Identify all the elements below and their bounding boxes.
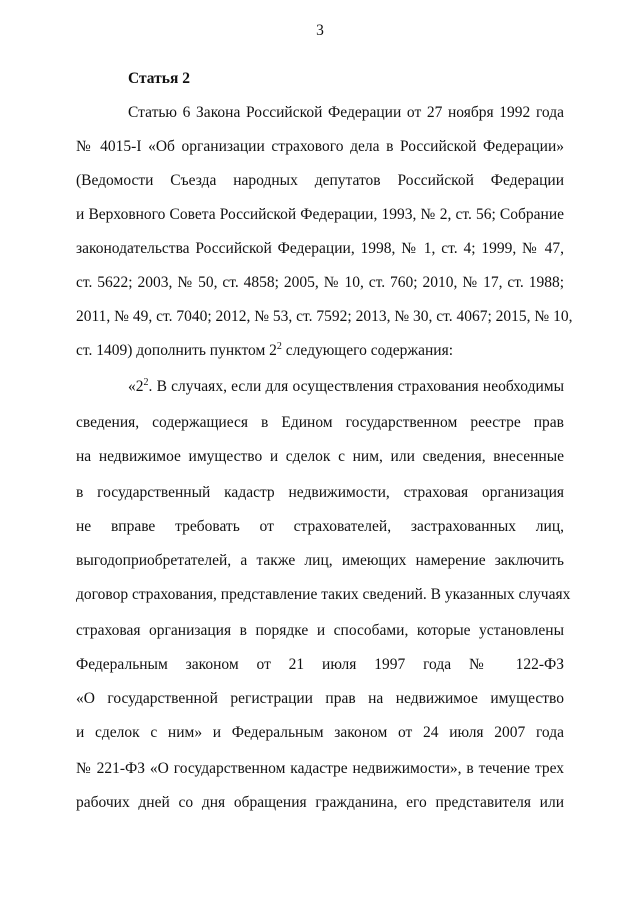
text-fragment: следующего содержания: bbox=[281, 342, 454, 359]
text-line: 2011, № 49, ст. 7040; 2012, № 53, ст. 7592; 2013, № 30, ст. 4067; 2015, № 10, bbox=[76, 308, 573, 325]
text-line: и Верховного Совета Российской Федерации, 1993, № 2, ст. 56; Собрание bbox=[76, 206, 564, 223]
text-line bbox=[128, 378, 564, 396]
text-fragment: . В случаях, если для осуществления страхования необходимы bbox=[148, 378, 564, 395]
text-line: «О государственной регистрации прав на недвижимое имущество bbox=[76, 690, 564, 707]
text-line: договор страхования, представление таких сведений. В указанных случаях bbox=[76, 586, 571, 603]
text-line: в государственный кадастр недвижимости, страховая организация bbox=[76, 484, 564, 501]
text-line: выгодоприобретателей, а также лиц, имеющих намерение заключить bbox=[76, 552, 564, 569]
text-line: и сделок с ним» и Федеральным законом от 24 июля 2007 года bbox=[76, 724, 564, 741]
text-line: законодательства Российской Федерации, 1998, № 1, ст. 4; 1999, № 47, bbox=[76, 240, 564, 257]
text-line: не вправе требовать от страхователей, застрахованных лиц, bbox=[76, 518, 564, 535]
page-number: 3 bbox=[316, 22, 324, 39]
text-line: рабочих дней со дня обращения гражданина, его представителя или bbox=[76, 794, 564, 811]
text-fragment: ст. 1409) дополнить пунктом 2 bbox=[76, 342, 277, 359]
text-line: Статью 6 Закона Российской Федерации от 27 ноября 1992 года bbox=[128, 104, 564, 121]
text-line: страховая организация в порядке и способами, которые установлены bbox=[76, 622, 564, 639]
text-fragment: «2 bbox=[128, 378, 144, 395]
article-heading: Статья 2 bbox=[128, 70, 190, 87]
text-line: № 221-ФЗ «О государственном кадастре недвижимости», в течение трех bbox=[76, 760, 564, 777]
text-line: сведения, содержащиеся в Едином государственном реестре прав bbox=[76, 414, 564, 431]
text-line: Федеральным законом от 21 июля 1997 года № 122-ФЗ bbox=[76, 656, 564, 673]
superscript: 2 bbox=[143, 377, 149, 388]
text-line: ст. 5622; 2003, № 50, ст. 4858; 2005, № 10, ст. 760; 2010, № 17, ст. 1988; bbox=[76, 274, 564, 291]
text-line: (Ведомости Съезда народных депутатов Российской Федерации bbox=[76, 172, 564, 189]
text-line bbox=[76, 342, 564, 360]
text-line: № 4015-I «Об организации страхового дела в Российской Федерации» bbox=[76, 138, 564, 155]
superscript: 2 bbox=[276, 341, 282, 352]
text-line: на недвижимое имущество и сделок с ним, или сведения, внесенные bbox=[76, 448, 564, 465]
